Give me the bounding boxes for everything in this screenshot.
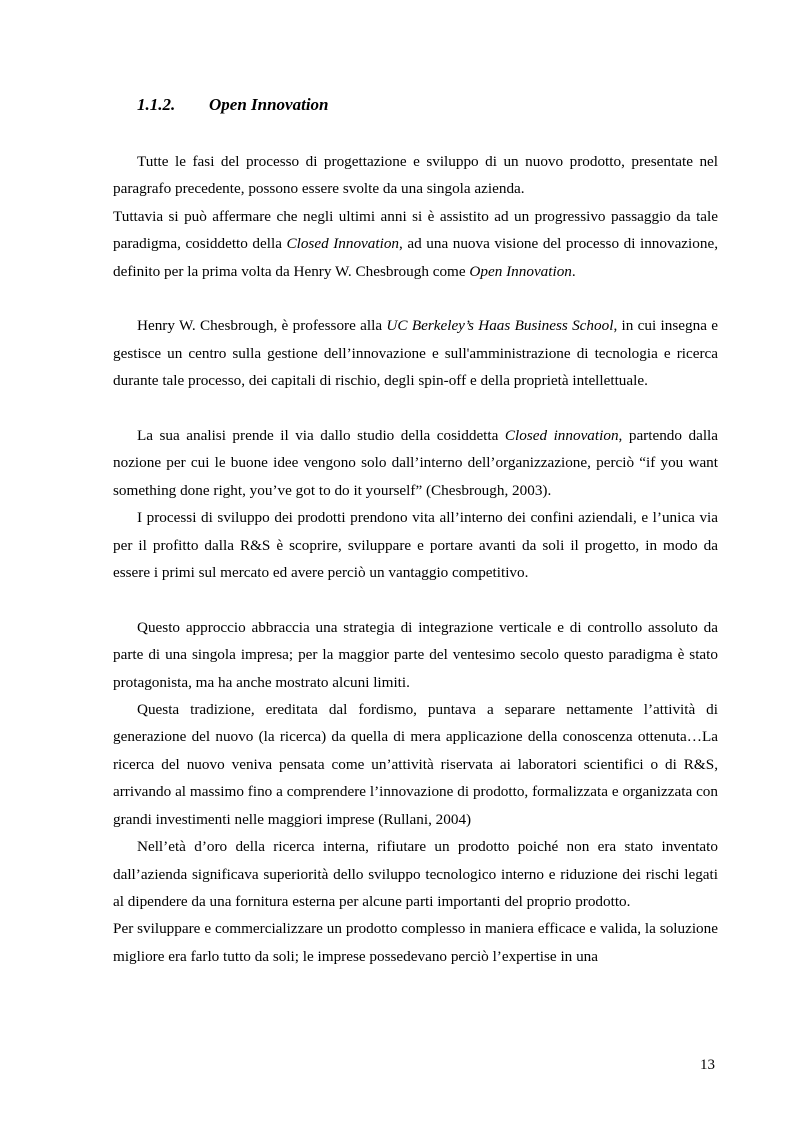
- paragraph-5: [113, 504, 718, 586]
- paragraph-3-italic-school: UC Berkeley’s Haas Business School: [386, 317, 614, 335]
- paragraph-2-text-c: .: [571, 262, 576, 280]
- paragraph-7: [113, 696, 718, 833]
- paragraph-9-text: Per sviluppare e commercializzare un prodotto complesso in maniera efficace e valida, la soluzione migliore era farlo tutto da soli; le imprese possedevano perciò l’expertise in una: [113, 920, 718, 965]
- paragraph-1: [113, 148, 718, 203]
- paragraph-3: [113, 312, 718, 394]
- paragraph-4-text-a: La sua analisi prende il via dallo studio della cosiddetta: [137, 427, 505, 445]
- paragraph-2-italic-closed-innovation: Closed Innovation: [286, 235, 400, 253]
- paragraph-4-italic-closed-innovation: Closed innovation: [504, 427, 619, 445]
- paragraph-1-text: Tutte le fasi del processo di progettazione e sviluppo di un nuovo prodotto, presentate nel paragrafo precedente, possono essere svolte da una singola azienda.: [113, 153, 718, 198]
- paragraph-3-text-a: Henry W. Chesbrough, è professore alla: [137, 317, 387, 335]
- paragraph-6: [113, 614, 718, 696]
- body-text: [113, 148, 718, 970]
- section-heading: [137, 95, 329, 115]
- paragraph-spacer: [113, 285, 718, 312]
- paragraph-4: [113, 422, 718, 504]
- paragraph-spacer: [113, 586, 718, 613]
- paragraph-5-text: I processi di sviluppo dei prodotti prendono vita all’interno dei confini aziendali, e l’unica via per il profitto dalla R&S è scoprire, sviluppare e portare avanti da soli il progetto, in modo da essere i primi sul mercato ed avere perciò un vantaggio competitivo.: [113, 509, 718, 582]
- paragraph-2-italic-open-innovation: Open Innovation: [469, 262, 572, 280]
- paragraph-8-text: Nell’età d’oro della ricerca interna, rifiutare un prodotto poiché non era stato inventato dall’azienda significava superiorità dello sviluppo tecnologico interno e riduzione dei rischi legati al dipendere da una fornitura esterna per alcune parti importanti del proprio prodotto.: [113, 838, 718, 910]
- paragraph-6-text: Questo approccio abbraccia una strategia di integrazione verticale e di controllo assoluto da parte di una singola impresa; per la maggior parte del ventesimo secolo questo paradigma è stato protagonista, ma ha anche mostrato alcuni limiti.: [113, 618, 718, 691]
- paragraph-2-text-a: Tuttavia si può affermare che negli ultimi anni si è assistito ad un progressivo passaggio da tale paradigma, cosiddetto della: [113, 207, 718, 253]
- paragraph-spacer: [113, 395, 718, 422]
- paragraph-7-text: Questa tradizione, ereditata dal fordismo, puntava a separare nettamente l’attività di generazione del nuovo (la ricerca) da quella di mera applicazione della conoscenza ottenuta…La ricerca del nuovo veniva pensata come un’attività riservata ai laboratori scientifici o di R&S, arrivando al massimo fino a comprendere l’innovazione di prodotto, formalizzata e organizzata con grandi investimenti nelle maggiori imprese (Rullani, 2004): [113, 701, 718, 828]
- paragraph-4-text-b: , partendo dalla nozione per cui le buone idee vengono solo dall’interno dell’organizzazione, perciò “if you want something done right, you’ve got to do it yourself” (Chesbrough, 2003).: [113, 427, 719, 499]
- paragraph-8: [113, 833, 718, 915]
- paragraph-2: [113, 203, 718, 285]
- page-number: 13: [700, 1057, 715, 1073]
- paragraph-3-text-b: , in cui insegna e gestisce un centro sulla gestione dell’innovazione e sull'amministrazione di tecnologia e ricerca durante tale processo, dei capitali di rischio, degli spin-off e della proprietà intellettuale.: [113, 317, 718, 390]
- section-title: Open Innovation: [209, 95, 329, 114]
- paragraph-9: [113, 915, 718, 970]
- section-number: 1.1.2.: [137, 95, 176, 114]
- paragraph-2-text-b: , ad una nuova visione del processo di innovazione, definito per la prima volta da Henry W. Chesbrough come: [113, 235, 718, 280]
